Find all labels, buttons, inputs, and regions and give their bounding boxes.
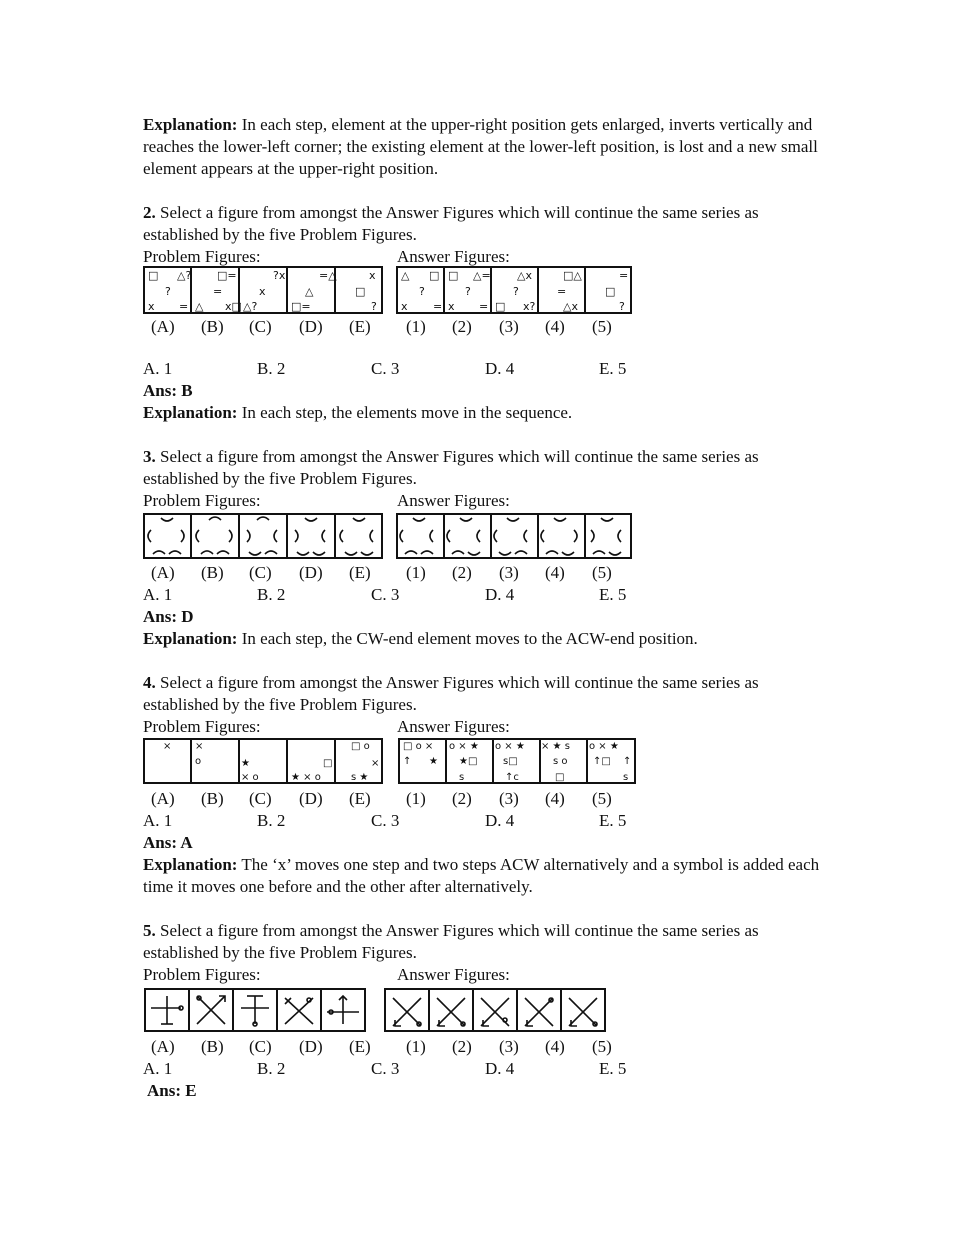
option-a[interactable]: A. 1: [143, 1059, 173, 1078]
svg-text:s: s: [623, 772, 629, 783]
option-e[interactable]: E. 5: [599, 359, 627, 378]
answer-options: [143, 810, 823, 832]
svg-text:□: □: [605, 285, 616, 298]
document-page: [143, 114, 823, 1102]
intro-explanation: Explanation: In each step, element at the upper-right position gets enlarged, inverts vertically and reaches the lower-left corner; the existing element at the lower-left position, is lost and a new small element appears at the upper-right position.: [143, 115, 818, 178]
figure-strip-q4: [143, 736, 823, 788]
svg-text:=: =: [213, 285, 223, 298]
svg-text:△x: △x: [517, 269, 532, 282]
figure-labels: Problem Figures: Answer Figures:: [143, 965, 510, 984]
svg-text:s o: s o: [553, 756, 568, 767]
svg-text:↑□: ↑□: [593, 756, 611, 767]
question-3: [143, 446, 823, 650]
svg-text:★ × o: ★ × o: [291, 772, 321, 783]
svg-text:?: ?: [371, 300, 377, 313]
svg-text:□: □: [555, 772, 565, 783]
option-e[interactable]: E. 5: [599, 811, 627, 830]
question-4: [143, 672, 823, 898]
svg-text:?: ?: [619, 300, 625, 313]
option-c[interactable]: C. 3: [371, 585, 400, 604]
svg-text:△x: △x: [563, 300, 578, 313]
question-2: [143, 202, 823, 424]
option-c[interactable]: C. 3: [371, 1059, 400, 1078]
svg-text:x?: x?: [523, 300, 536, 313]
option-d[interactable]: D. 4: [485, 585, 515, 604]
svg-text:△?: △?: [243, 300, 258, 313]
svg-text:★: ★: [241, 758, 250, 769]
option-b[interactable]: B. 2: [257, 585, 286, 604]
option-b[interactable]: B. 2: [257, 1059, 286, 1078]
answer-options: [143, 584, 823, 606]
svg-text:□: □: [429, 269, 440, 282]
svg-text:△: △: [305, 285, 314, 298]
svg-text:□: □: [148, 269, 159, 282]
option-c[interactable]: C. 3: [371, 811, 400, 830]
svg-text:□: □: [323, 758, 333, 769]
figure-labels: Problem Figures: Answer Figures:: [143, 717, 510, 736]
answer: Ans: D: [143, 607, 194, 626]
svg-text:↑: ↑: [623, 756, 632, 767]
svg-text:=: =: [557, 285, 567, 298]
answer: Ans: E: [147, 1081, 197, 1100]
option-d[interactable]: D. 4: [485, 811, 515, 830]
figure-strip-q5: [143, 984, 823, 1036]
option-b[interactable]: B. 2: [257, 811, 286, 830]
figure-captions: (A) (B) (C) (D) (E) (1) (2) (3) (4) (5): [151, 1037, 612, 1056]
svg-text:× o: × o: [241, 772, 259, 783]
option-a[interactable]: A. 1: [143, 359, 173, 378]
svg-text:x: x: [148, 300, 155, 313]
svg-text:?: ?: [465, 285, 471, 298]
question-text: 4. Select a figure from amongst the Answer Figures which will continue the same series as established by the five Problem Figures.: [143, 673, 759, 714]
figure-strip-q2: [143, 266, 823, 316]
question-text: 2. Select a figure from amongst the Answer Figures which will continue the same series as established by the five Problem Figures.: [143, 203, 759, 244]
svg-text:=: =: [619, 269, 629, 282]
figure-labels: Problem Figures: Answer Figures:: [143, 247, 510, 266]
option-e[interactable]: E. 5: [599, 585, 627, 604]
svg-text:□: □: [448, 269, 459, 282]
svg-text:=: =: [179, 300, 189, 313]
answer-options: [143, 1058, 823, 1080]
option-b[interactable]: B. 2: [257, 359, 286, 378]
figure-captions: (A) (B) (C) (D) (E) (1) (2) (3) (4) (5): [151, 317, 612, 336]
svg-text:?x: ?x: [273, 269, 286, 282]
explanation: Explanation: In each step, the CW-end element moves to the ACW-end position.: [143, 629, 698, 648]
svg-text:=: =: [479, 300, 489, 313]
svg-text:□=: □=: [291, 300, 311, 313]
answer: Ans: B: [143, 381, 193, 400]
svg-text:□=: □=: [217, 269, 237, 282]
figure-strip-image: [143, 736, 643, 788]
svg-text:o: o: [195, 756, 202, 767]
explanation: Explanation: The ‘x’ moves one step and two steps ACW alternatively and a symbol is added each time it moves one before and the other after alternatively.: [143, 855, 820, 896]
figure-strip-image: [143, 984, 643, 1036]
svg-text:★: ★: [429, 756, 438, 767]
svg-text:o × ★: o × ★: [495, 741, 525, 752]
svg-text:★□: ★□: [459, 756, 478, 767]
svg-text:×: ×: [371, 758, 380, 769]
svg-text:?: ?: [419, 285, 425, 298]
svg-text:o × ★: o × ★: [589, 741, 619, 752]
svg-text:□: □: [355, 285, 366, 298]
option-d[interactable]: D. 4: [485, 1059, 515, 1078]
svg-text:=: =: [433, 300, 443, 313]
svg-text:□ o ×: □ o ×: [403, 741, 434, 752]
svg-text:□: □: [495, 300, 506, 313]
figure-strip-image: [143, 266, 643, 316]
figure-captions: (A) (B) (C) (D) (E) (1) (2) (3) (4) (5): [151, 563, 612, 582]
svg-text:=△: =△: [319, 269, 337, 282]
option-e[interactable]: E. 5: [599, 1059, 627, 1078]
svg-text:↑c: ↑c: [505, 772, 519, 783]
svg-text:s ★: s ★: [351, 772, 369, 783]
option-a[interactable]: A. 1: [143, 811, 173, 830]
explanation: Explanation: In each step, the elements move in the sequence.: [143, 403, 573, 422]
svg-text:× ★ s: × ★ s: [541, 741, 570, 752]
svg-text:×: ×: [195, 741, 204, 752]
option-c[interactable]: C. 3: [371, 359, 400, 378]
svg-text:△=: △=: [473, 269, 491, 282]
figure-labels: Problem Figures: Answer Figures:: [143, 491, 510, 510]
svg-text:x: x: [259, 285, 266, 298]
figure-strip-q3: [143, 510, 823, 562]
question-5: [143, 920, 823, 1102]
svg-text:o × ★: o × ★: [449, 741, 479, 752]
svg-text:△: △: [401, 269, 410, 282]
svg-text:?: ?: [165, 285, 171, 298]
svg-text:×: ×: [163, 741, 172, 752]
option-d[interactable]: D. 4: [485, 359, 515, 378]
question-text: 5. Select a figure from amongst the Answer Figures which will continue the same series as established by the five Problem Figures.: [143, 921, 759, 962]
question-text: 3. Select a figure from amongst the Answer Figures which will continue the same series as established by the five Problem Figures.: [143, 447, 759, 488]
svg-text:↑: ↑: [403, 756, 412, 767]
figure-strip-image: [143, 510, 643, 562]
svg-text:x: x: [401, 300, 408, 313]
svg-text:?: ?: [513, 285, 519, 298]
svg-text:x: x: [369, 269, 376, 282]
svg-text:△: △: [195, 300, 204, 313]
svg-text:s□: s□: [503, 756, 518, 767]
figure-captions: (A) (B) (C) (D) (E) (1) (2) (3) (4) (5): [151, 789, 612, 808]
option-a[interactable]: A. 1: [143, 585, 173, 604]
svg-text:△?: △?: [177, 269, 192, 282]
answer: Ans: A: [143, 833, 193, 852]
svg-text:□ o: □ o: [351, 741, 370, 752]
svg-text:s: s: [459, 772, 465, 783]
svg-text:x: x: [448, 300, 455, 313]
answer-options: [143, 358, 823, 380]
svg-text:□△: □△: [563, 269, 582, 282]
svg-text:x□: x□: [225, 300, 242, 313]
